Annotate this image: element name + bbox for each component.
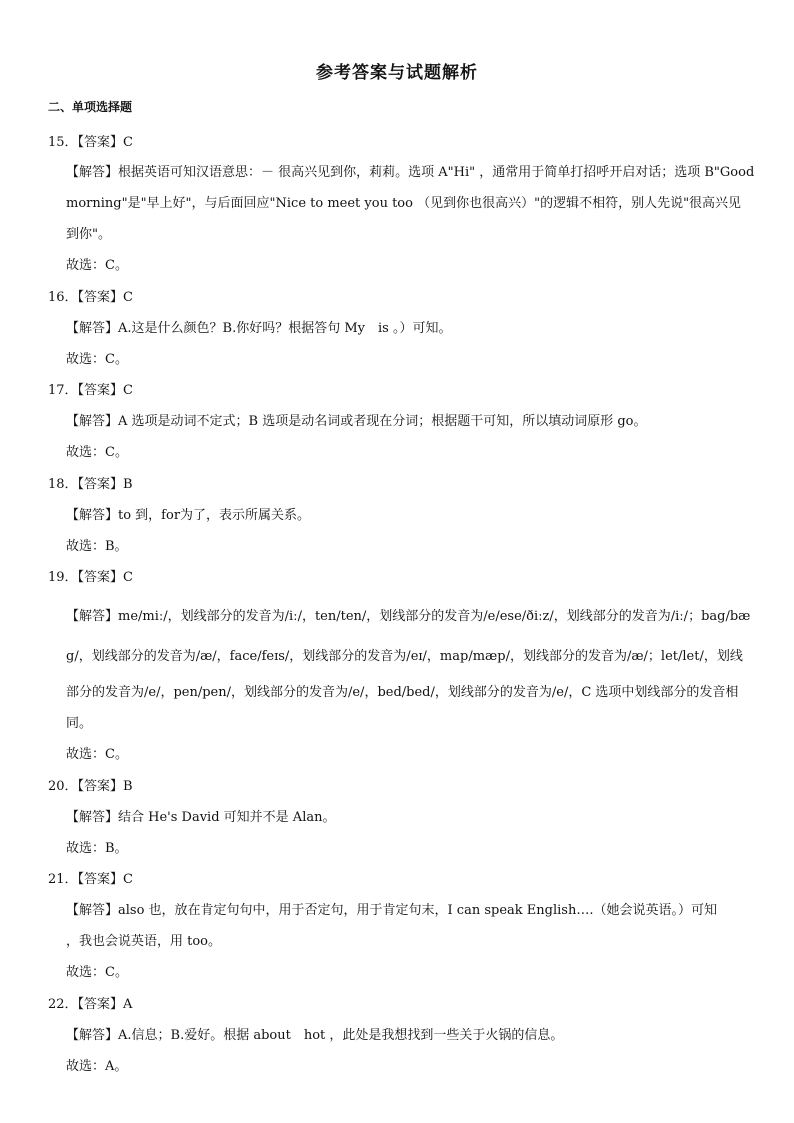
q17-selection: 故选：C。 [66,445,128,460]
q19-answer: 19．【答案】C [48,570,133,585]
q17-explanation-line1: 【解答】A 选项是动词不定式；B 选项是动名词或者现在分词；根据题干可知，所以填动词原形 go。 [66,414,647,429]
q17-answer: 17．【答案】C [48,383,133,398]
page-title: 参考答案与试题解析 [316,63,478,83]
q21-explanation-line1: 【解答】also 也，放在肯定句句中，用于否定句，用于肯定句末，I can speak English….（她会说英语。）可知 [66,903,717,918]
q18-answer: 18．【答案】B [48,477,133,492]
q16-answer: 16．【答案】C [48,290,133,305]
q16-selection: 故选：C。 [66,352,128,367]
q19-explanation-line4: 同。 [66,716,93,731]
q21-explanation-line2: ，我也会说英语，用 too。 [66,934,222,949]
q16-explanation-line1: 【解答】A.这是什么颜色？B.你好吗？根据答句 My is 。）可知。 [66,321,452,336]
q20-selection: 故选：B。 [66,841,128,856]
q21-answer: 21．【答案】C [48,872,133,887]
q22-explanation-line1: 【解答】A.信息；B.爱好。根据 about hot ，此处是我想找到一些关于火锅的信息。 [66,1028,564,1043]
q22-selection: 故选：A。 [66,1059,128,1074]
q22-answer: 22．【答案】A [48,997,133,1012]
q18-selection: 故选：B。 [66,539,128,554]
q20-answer: 20．【答案】B [48,779,133,794]
q15-answer: 15．【答案】C [48,135,133,150]
q19-explanation-line2: g/，划线部分的发音为/æ/，face/feɪs/，划线部分的发音为/eɪ/，map/mæp/，划线部分的发音为/æ/；let/let/，划线 [66,649,743,664]
q19-explanation-line1: 【解答】me/miː/，划线部分的发音为/iː/，ten/ten/，划线部分的发音为/e/ese/ðiːz/，划线部分的发音为/iː/；bag/bæ [66,609,751,624]
q15-explanation-line2: morning"是"早上好"，与后面回应"Nice to meet you too （见到你也很高兴）"的逻辑不相符，别人先说"很高兴见 [66,196,742,211]
q19-selection: 故选：C。 [66,747,128,762]
q20-explanation-line1: 【解答】结合 He's David 可知并不是 Alan。 [66,810,336,825]
q15-explanation-line1: 【解答】根据英语可知汉语意思：－ 很高兴见到你，莉莉。选项 A"Hi" ，通常用于简单打招呼开启对话；选项 B"Good [66,165,755,180]
q21-selection: 故选：C。 [66,965,128,980]
section-heading: 二、单项选择题 [48,100,133,114]
q15-explanation-line3: 到你"。 [66,227,111,242]
q15-selection: 故选：C。 [66,258,128,273]
q18-explanation-line1: 【解答】to 到，for为了，表示所属关系。 [66,508,311,523]
q19-explanation-line3: 部分的发音为/e/，pen/pen/，划线部分的发音为/e/，bed/bed/，划线部分的发音为/e/，C 选项中划线部分的发音相 [66,685,739,700]
